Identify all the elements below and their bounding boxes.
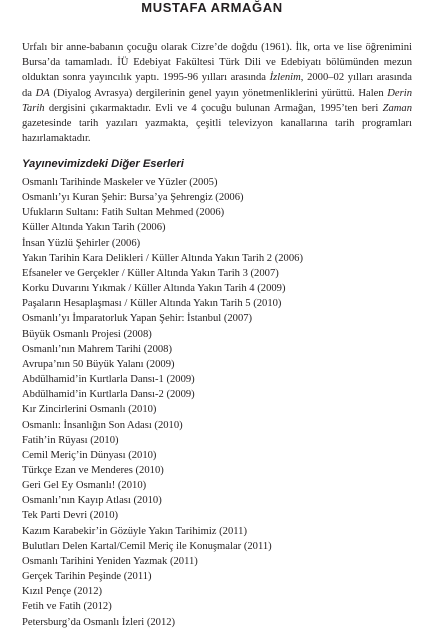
work-item: Türkçe Ezan ve Menderes (2010)	[22, 464, 164, 476]
work-item: Abdülhamid’in Kurtlarla Dansı-1 (2009)	[22, 374, 195, 386]
work-item: Kızıl Pençe (2012)	[22, 586, 103, 598]
work-item: Osmanlı Tarihini Yeniden Yazmak (2011)	[22, 555, 198, 567]
work-item: Korku Duvarını Yıkmak / Küller Altında Yakın Tarih 4 (2009)	[22, 283, 286, 295]
work-item: İnsan Yüzlü Şehirler (2006)	[22, 237, 141, 249]
work-item: Gerçek Tarihin Peşinde (2011)	[22, 571, 152, 583]
work-item: Fatih’in Rüyası (2010)	[22, 434, 119, 446]
work-item: Küller Altında Yakın Tarih (2006)	[22, 222, 166, 234]
bio-text: dergisini çıkarmaktadır. Evli ve 4 çocuğu bulunan Armağan, 1995’ten beri	[44, 102, 383, 114]
work-item: Efsaneler ve Gerçekler / Küller Altında Yakın Tarih 3 (2007)	[22, 267, 279, 279]
other-works-heading: Yayınevimizdeki Diğer Eserleri	[22, 158, 184, 170]
work-item: Osmanlı’yı İmparatorluk Yapan Şehir: İstanbul (2007)	[22, 313, 253, 325]
work-item: Kır Zincirlerini Osmanlı (2010)	[22, 404, 157, 416]
bio-magazine-da: DA	[35, 87, 50, 99]
work-item: Osmanlı’yı Kuran Şehir: Bursa’ya Şehrengiz (2006)	[22, 192, 244, 204]
bio-text: Urfalı bir anne-babanın çocuğu olarak Cizre’de doğdu (1961). İlk, orta ve lise öğrenimini Bursa’da tamamladı. İÜ Edebiyat Fakültesi Türk Dili ve Edebiyatı bölümünden mezun olduktan sonra yayıncılık yaptı. 1995-96 yılları arasında	[22, 42, 412, 84]
work-item: Tek Parti Devri (2010)	[22, 510, 119, 522]
work-item: Osmanlı’nın Mahrem Tarihi (2008)	[22, 343, 172, 355]
other-works-list	[22, 175, 412, 630]
author-biography	[22, 40, 412, 146]
bio-magazine-derin-tarih: Derin Tarih	[22, 87, 412, 114]
bio-magazine-izlenim: İzlenim	[269, 72, 301, 84]
work-item: Paşaların Hesaplaşması / Küller Altında Yakın Tarih 5 (2010)	[22, 298, 282, 310]
work-item: Petersburg’da Osmanlı İzleri (2012)	[22, 616, 176, 628]
bio-newspaper-zaman: Zaman	[382, 102, 412, 114]
work-item: Ufukların Sultanı: Fatih Sultan Mehmed (2006)	[22, 207, 225, 219]
work-item: Osmanlı’nın Kayıp Atlası (2010)	[22, 495, 162, 507]
work-item: Büyük Osmanlı Projesi (2008)	[22, 328, 152, 340]
work-item: Osmanlı Tarihinde Maskeler ve Yüzler (2005)	[22, 177, 218, 188]
work-item: Kazım Karabekir’in Gözüyle Yakın Tarihimiz (2011)	[22, 525, 248, 537]
work-item: Yakın Tarihin Kara Delikleri / Küller Altında Yakın Tarih 2 (2006)	[22, 252, 303, 264]
work-item: Fetih ve Fatih (2012)	[22, 601, 112, 613]
work-item: Avrupa’nın 50 Büyük Yalanı (2009)	[22, 358, 175, 370]
bio-text: , 2000–02 yılları arasında da	[22, 72, 413, 99]
bio-text: (Diyalog Avrasya) dergilerinin genel yayın yönetmenliklerini yürüttü. Halen	[49, 87, 388, 99]
work-item: Geri Gel Ey Osmanlı! (2010)	[22, 480, 147, 492]
work-item: Bulutları Delen Kartal/Cemil Meriç ile Konuşmalar (2011)	[22, 540, 272, 552]
work-item: Osmanlı: İnsanlığın Son Adası (2010)	[22, 419, 183, 431]
work-item: Cemil Meriç’in Dünyası (2010)	[22, 449, 157, 461]
work-item: Abdülhamid’in Kurtlarla Dansı-2 (2009)	[22, 389, 195, 401]
author-name: MUSTAFA ARMAĞAN	[141, 0, 283, 15]
bio-text: gazetesinde tarih yazıları yazmakta, çeşitli televizyon kanallarına tarih programları hazırlamaktadır.	[22, 118, 412, 145]
